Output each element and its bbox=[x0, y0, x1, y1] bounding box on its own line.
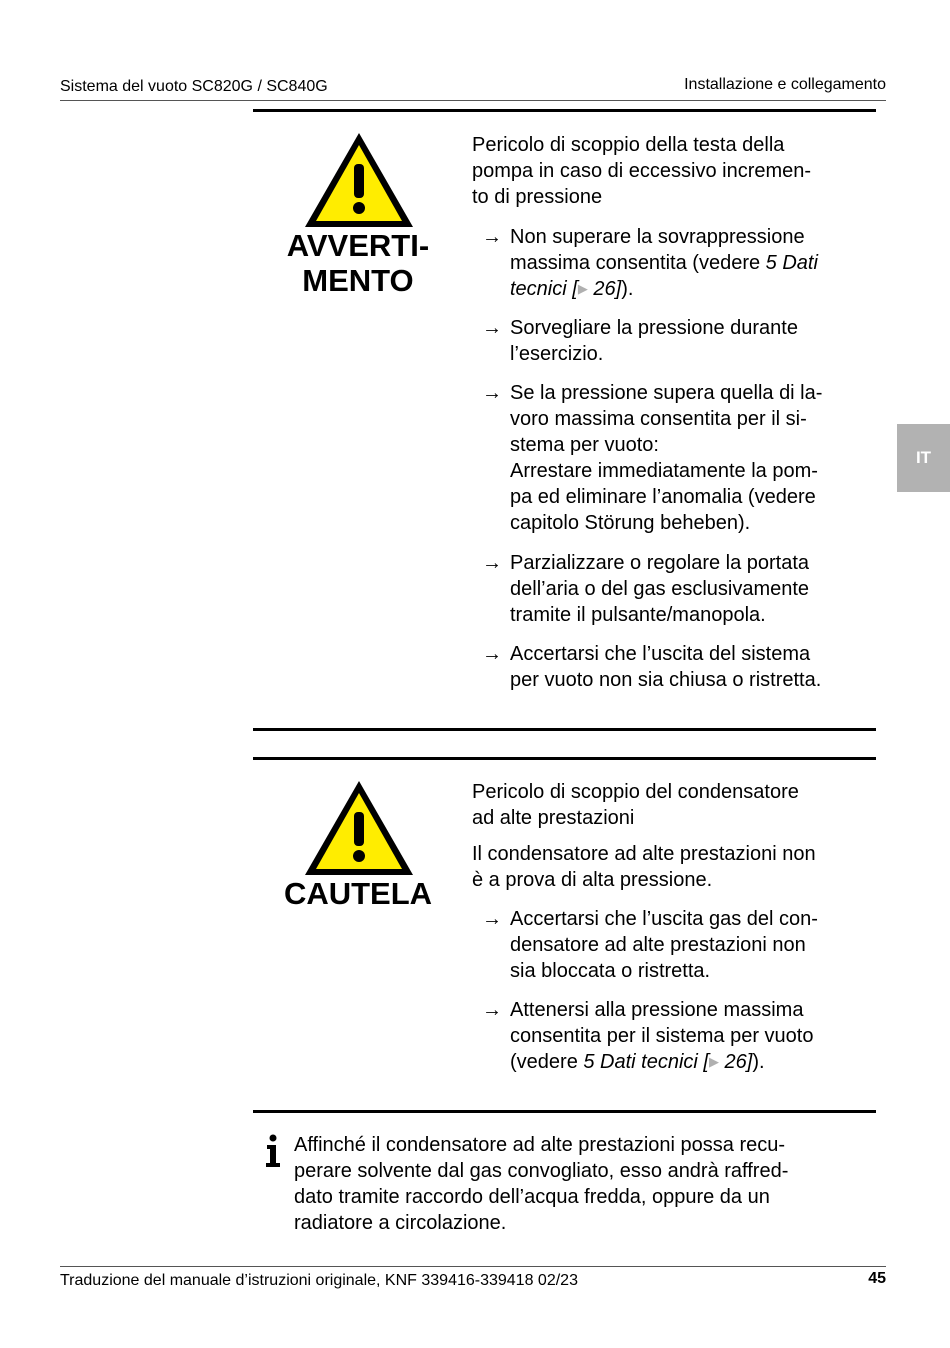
page-number: 45 bbox=[868, 1270, 886, 1287]
text-line: radiatore a circolazione. bbox=[294, 1212, 507, 1234]
text-line: (vedere 5 Dati tecnici [▶ 26]). bbox=[510, 1051, 765, 1073]
text-line: Accertarsi che l’uscita gas del con- bbox=[510, 908, 818, 930]
cross-reference-link[interactable]: 5 Dati tecnici [▶ 26] bbox=[583, 1051, 753, 1073]
footer-divider bbox=[60, 1266, 886, 1267]
text-line: Sorvegliare la pressione durante bbox=[510, 317, 798, 339]
text-line: perare solvente dal gas convogliato, esso andrà raffred- bbox=[294, 1160, 789, 1182]
caution-hazard-text bbox=[472, 779, 872, 831]
signal-word-line: MENTO bbox=[302, 263, 414, 298]
page-pointer-icon: ▶ bbox=[577, 281, 588, 296]
text-line: Arrestare immediatamente la pom- bbox=[510, 460, 818, 482]
page-pointer-icon: ▶ bbox=[708, 1054, 719, 1069]
text-line: tecnici [▶ 26]). bbox=[510, 278, 634, 300]
warning-action-item bbox=[482, 380, 872, 536]
arrow-right-icon: → bbox=[482, 908, 502, 930]
language-tab-it[interactable]: IT bbox=[897, 424, 950, 492]
arrow-right-icon: → bbox=[482, 999, 502, 1021]
text-line: per vuoto non sia chiusa o ristretta. bbox=[510, 669, 822, 691]
text-line: Attenersi alla pressione massima bbox=[510, 999, 804, 1021]
text-line: Il condensatore ad alte prestazioni non bbox=[472, 843, 816, 865]
caution-bottom-rule bbox=[253, 1110, 876, 1113]
text-line: è a prova di alta pressione. bbox=[472, 869, 713, 891]
warning-bottom-rule bbox=[253, 728, 876, 731]
text-line: densatore ad alte prestazioni non bbox=[510, 934, 806, 956]
header-doc-title: Sistema del vuoto SC820G / SC840G bbox=[60, 78, 328, 95]
cross-reference-link[interactable]: 5 Dati bbox=[765, 252, 818, 274]
header-section-title: Installazione e collegamento bbox=[684, 76, 886, 93]
text-line: ad alte prestazioni bbox=[472, 807, 635, 829]
arrow-right-icon: → bbox=[482, 382, 502, 404]
header-divider bbox=[60, 100, 886, 101]
text-line: Non superare la sovrappressione bbox=[510, 226, 805, 248]
text-line: Pericolo di scoppio del condensatore bbox=[472, 781, 799, 803]
arrow-right-icon: → bbox=[482, 226, 502, 248]
text-line: tramite il pulsante/manopola. bbox=[510, 604, 766, 626]
text-line: Parzializzare o regolare la portata bbox=[510, 552, 810, 574]
warning-action-item bbox=[482, 224, 872, 304]
caution-action-item bbox=[482, 997, 872, 1077]
caution-action-item bbox=[482, 906, 872, 984]
signal-word-warning bbox=[253, 228, 463, 298]
text-line: pa ed eliminare l’anomalia (vedere bbox=[510, 486, 816, 508]
text-line: dell’aria o del gas esclusivamente bbox=[510, 578, 810, 600]
cross-reference-link[interactable]: tecnici [▶ 26] bbox=[510, 278, 622, 300]
signal-word-line: AVVERTI- bbox=[286, 228, 430, 263]
info-note-text bbox=[294, 1132, 864, 1236]
text-line: pompa in caso di eccessivo incremen- bbox=[472, 160, 812, 182]
text-line: dato tramite raccordo dell’acqua fredda, oppure da un bbox=[294, 1186, 770, 1208]
text-line: to di pressione bbox=[472, 186, 603, 208]
text-line: Pericolo di scoppio della testa della bbox=[472, 134, 785, 156]
warning-top-rule bbox=[253, 109, 876, 112]
text-line: Se la pressione supera quella di la- bbox=[510, 382, 823, 404]
text-line: Affinché il condensatore ad alte prestazioni possa recu- bbox=[294, 1134, 786, 1156]
warning-hazard-text bbox=[472, 132, 872, 210]
text-line: sia bloccata o ristretta. bbox=[510, 960, 711, 982]
warning-action-item bbox=[482, 550, 872, 628]
text-line: l’esercizio. bbox=[510, 343, 604, 365]
warning-action-item bbox=[482, 641, 872, 693]
text-line: consentita per il sistema per vuoto bbox=[510, 1025, 814, 1047]
text-line: capitolo Störung beheben). bbox=[510, 512, 751, 534]
warning-triangle-icon bbox=[302, 130, 416, 230]
arrow-right-icon: → bbox=[482, 317, 502, 339]
warning-triangle-icon bbox=[302, 778, 416, 878]
text-line: Accertarsi che l’uscita del sistema bbox=[510, 643, 811, 665]
info-icon bbox=[262, 1134, 284, 1168]
signal-word-caution: CAUTELA bbox=[283, 876, 433, 911]
text-line: massima consentita (vedere 5 Dati bbox=[510, 252, 818, 274]
text-line: stema per vuoto: bbox=[510, 434, 659, 456]
warning-action-item bbox=[482, 315, 872, 367]
footer-document-reference: Traduzione del manuale d’istruzioni originale, KNF 339416-339418 02/23 bbox=[60, 1272, 578, 1289]
caution-top-rule bbox=[253, 757, 876, 760]
caution-note-text bbox=[472, 841, 872, 893]
arrow-right-icon: → bbox=[482, 552, 502, 574]
arrow-right-icon: → bbox=[482, 643, 502, 665]
text-line: voro massima consentita per il si- bbox=[510, 408, 807, 430]
